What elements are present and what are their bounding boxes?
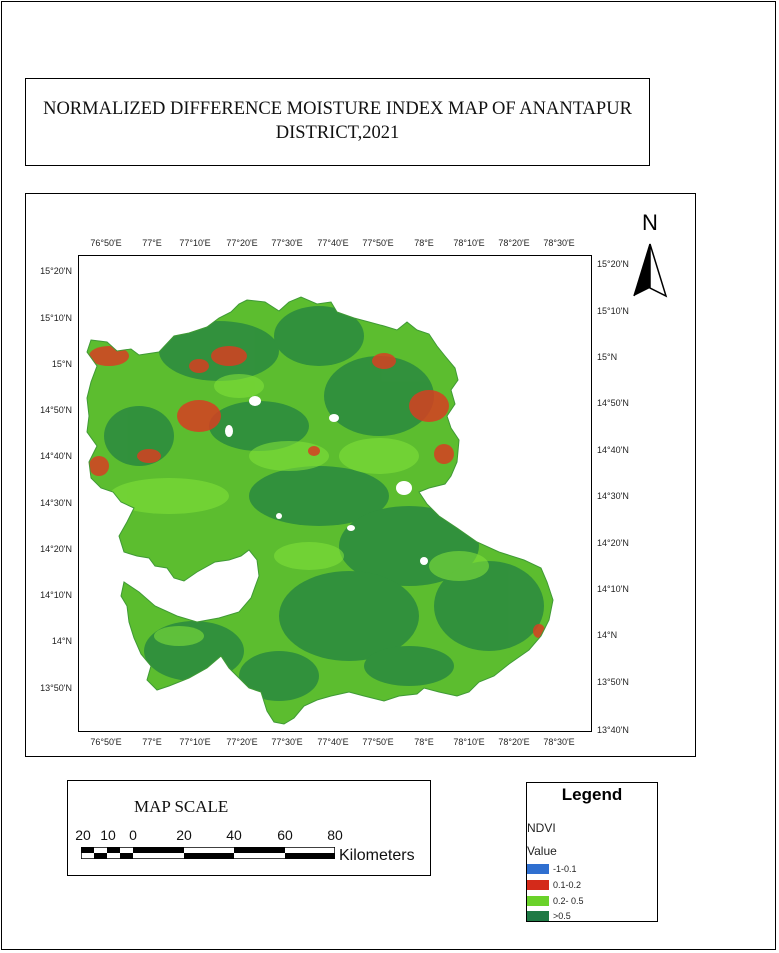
- right-latitude-label: 15°N: [597, 352, 618, 362]
- north-arrow-icon: [628, 210, 672, 300]
- bottom-longitude-label: 78°20'E: [498, 737, 530, 747]
- scale-label: 60: [277, 827, 293, 843]
- scale-label: 20: [75, 827, 91, 843]
- right-latitude-label: 15°10'N: [597, 306, 629, 316]
- left-latitude-label: 14°50'N: [40, 405, 72, 415]
- left-latitude-label: 14°30'N: [40, 498, 72, 508]
- map-scale-box: [67, 780, 431, 876]
- top-longitude-label: 78°30'E: [543, 238, 575, 248]
- top-longitude-label: 77°20'E: [226, 238, 258, 248]
- map-title: NORMALIZED DIFFERENCE MOISTURE INDEX MAP OF ANANTAPUR DISTRICT,2021: [43, 99, 632, 143]
- left-latitude-label: 15°20'N: [40, 266, 72, 276]
- right-latitude-label: 13°50'N: [597, 677, 629, 687]
- north-letter: N: [642, 210, 658, 235]
- left-latitude-label: 15°10'N: [40, 313, 72, 323]
- right-latitude-label: 14°40'N: [597, 445, 629, 455]
- left-latitude-label: 14°40'N: [40, 451, 72, 461]
- bottom-longitude-label: 77°20'E: [226, 737, 258, 747]
- bottom-longitude-label: 77°40'E: [317, 737, 349, 747]
- right-latitude-label: 14°50'N: [597, 398, 629, 408]
- scale-label: 20: [176, 827, 192, 843]
- legend-swatch: [527, 880, 549, 890]
- right-latitude-label: 13°40'N: [597, 725, 629, 735]
- district-map: [79, 256, 592, 732]
- right-latitude-label: 14°N: [597, 630, 618, 640]
- legend-field-name: Value: [527, 844, 557, 858]
- right-latitude-label: 14°10'N: [597, 584, 629, 594]
- bottom-longitude-label: 77°50'E: [362, 737, 394, 747]
- right-latitude-label: 15°20'N: [597, 259, 629, 269]
- legend-item: [527, 895, 584, 906]
- bottom-longitude-label: 76°50'E: [90, 737, 122, 747]
- bottom-longitude-label: 77°10'E: [179, 737, 211, 747]
- map-scale-title: MAP SCALE: [134, 797, 229, 816]
- district-fill: [79, 256, 592, 732]
- bottom-longitude-label: 77°E: [142, 737, 162, 747]
- map-panel: [78, 255, 592, 732]
- top-longitude-label: 77°40'E: [317, 238, 349, 248]
- title-box: [25, 78, 650, 166]
- top-longitude-label: 78°10'E: [453, 238, 485, 248]
- left-latitude-label: 13°50'N: [40, 683, 72, 693]
- bottom-longitude-label: 78°10'E: [453, 737, 485, 747]
- legend-item: [527, 910, 571, 921]
- left-latitude-label: 14°20'N: [40, 544, 72, 554]
- legend-swatch: [527, 911, 549, 921]
- top-longitude-label: 76°50'E: [90, 238, 122, 248]
- top-longitude-label: 77°10'E: [179, 238, 211, 248]
- top-longitude-label: 78°20'E: [498, 238, 530, 248]
- legend-box: [526, 782, 658, 922]
- right-latitude-label: 14°30'N: [597, 491, 629, 501]
- legend-item: [527, 863, 577, 874]
- left-latitude-label: 14°N: [51, 636, 72, 646]
- scale-bar: [81, 847, 335, 859]
- top-longitude-label: 77°E: [142, 238, 162, 248]
- legend-title: Legend: [561, 785, 623, 804]
- legend-item-label: 0.2- 0.5: [553, 895, 584, 906]
- scale-label: 10: [100, 827, 116, 843]
- legend-item-label: >0.5: [553, 910, 571, 921]
- legend-item-label: -1-0.1: [553, 863, 577, 874]
- top-longitude-label: 77°30'E: [271, 238, 303, 248]
- right-latitude-label: 14°20'N: [597, 538, 629, 548]
- left-latitude-label: 15°N: [51, 359, 72, 369]
- legend-layer-name: NDVI: [527, 821, 556, 835]
- scale-label: 0: [129, 827, 137, 843]
- legend-swatch: [527, 864, 549, 874]
- left-latitude-label: 14°10'N: [40, 590, 72, 600]
- legend-item-label: 0.1-0.2: [553, 879, 582, 890]
- bottom-longitude-label: 78°30'E: [543, 737, 575, 747]
- scale-label: 80: [327, 827, 343, 843]
- legend-item: [527, 879, 581, 890]
- top-longitude-label: 78°E: [414, 238, 434, 248]
- bottom-longitude-label: 77°30'E: [271, 737, 303, 747]
- bottom-longitude-label: 78°E: [414, 737, 434, 747]
- legend-swatch: [527, 896, 549, 906]
- top-longitude-label: 77°50'E: [362, 238, 394, 248]
- scale-unit: Kilometers: [339, 847, 415, 864]
- north-arrow: [628, 210, 672, 300]
- scale-label: 40: [226, 827, 242, 843]
